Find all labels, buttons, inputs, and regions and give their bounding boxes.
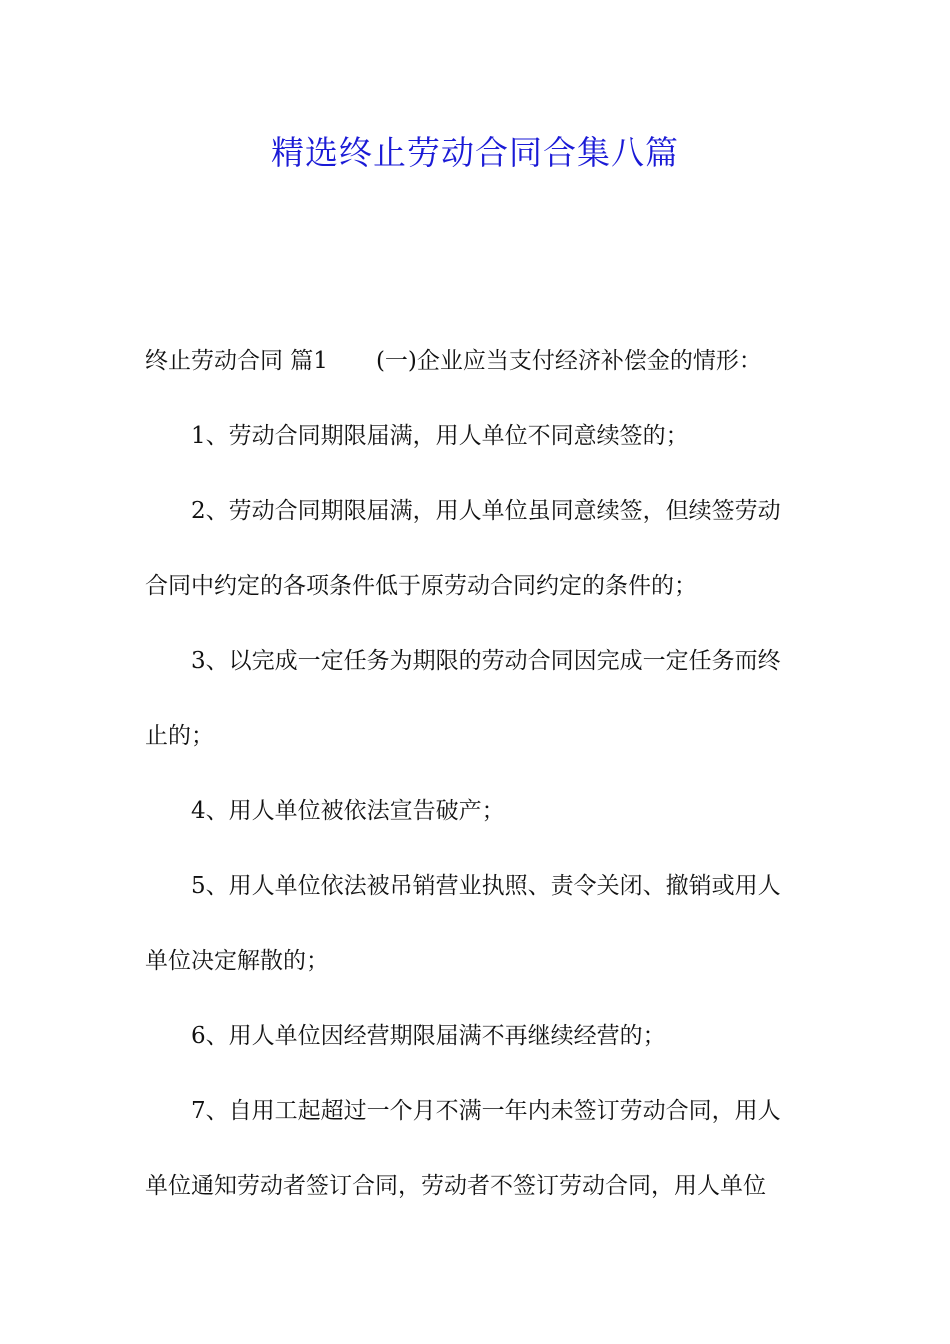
paragraph-line: 1、劳动合同期限届满，用人单位不同意续签的； <box>191 423 689 449</box>
document-body <box>145 336 810 1236</box>
section-heading: 终止劳动合同 篇1 <box>145 348 328 374</box>
section-intro: (一)企业应当支付经济补偿金的情形： <box>375 348 762 374</box>
paragraph-line: 单位决定解散的； <box>145 948 329 974</box>
paragraph-line: 2、劳动合同期限届满，用人单位虽同意续签，但续签劳动 <box>191 498 781 524</box>
paragraph-line: 合同中约定的各项条件低于原劳动合同约定的条件的； <box>145 573 697 599</box>
paragraph-line: 单位通知劳动者签订合同，劳动者不签订劳动合同，用人单位 <box>145 1173 766 1199</box>
paragraph-line: 3、以完成一定任务为期限的劳动合同因完成一定任务而终 <box>191 648 781 674</box>
paragraph-line: 止的； <box>145 723 214 749</box>
document-title: 精选终止劳动合同合集八篇 <box>271 133 679 172</box>
paragraph-line: 7、自用工起超过一个月不满一年内未签订劳动合同，用人 <box>191 1098 781 1124</box>
first-line <box>145 336 810 411</box>
paragraph-line: 4、用人单位被依法宣告破产； <box>191 798 505 824</box>
paragraph-line: 6、用人单位因经营期限届满不再继续经营的； <box>191 1023 666 1049</box>
paragraph-line: 5、用人单位依法被吊销营业执照、责令关闭、撤销或用人 <box>191 873 781 899</box>
